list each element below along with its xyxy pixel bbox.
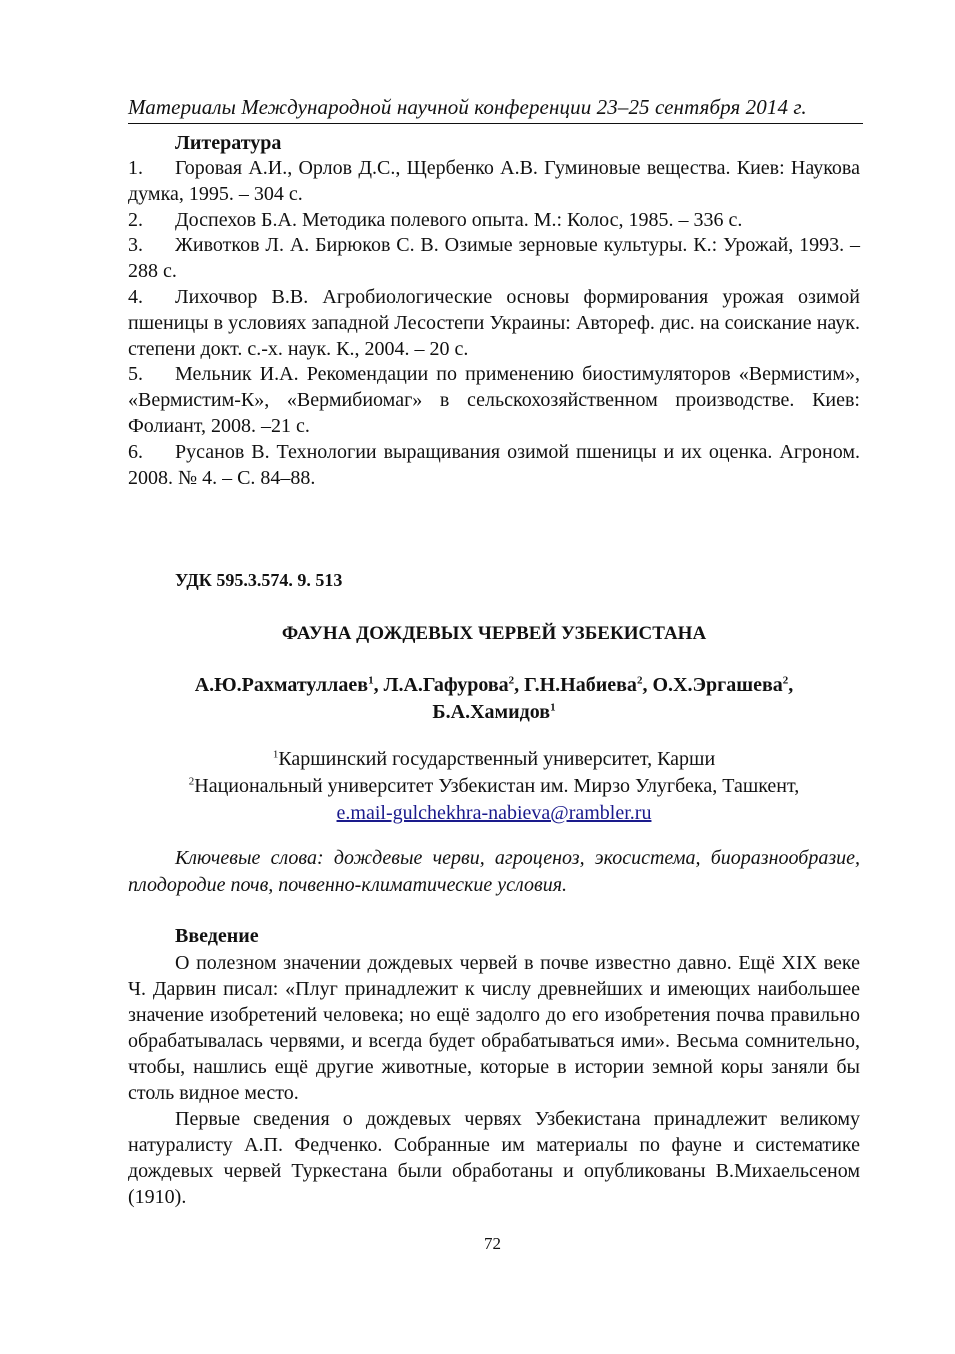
introduction-body xyxy=(128,950,860,1210)
author-name: О.Х.Эргашева xyxy=(652,674,783,696)
udk-code: 595.3.574. 9. 513 xyxy=(216,570,343,590)
reference-text: Русанов В. Технологии выращивания озимой пшеницы и их оценка. Агроном. 2008. № 4. – С. 84–88. xyxy=(128,440,860,489)
affiliation-mark: 2 xyxy=(188,775,195,788)
running-header: Материалы Международной научной конференции 23–25 сентября 2014 г. xyxy=(128,95,807,119)
author-affiliation-mark: 2 xyxy=(636,674,643,687)
reference-text: Доспехов Б.А. Методика полевого опыта. М.: Колос, 1985. – 336 с. xyxy=(175,208,743,231)
reference-text: Горовая А.И., Орлов Д.С., Щербенко А.В. Гуминовые вещества. Киев: Наукова думка, 1995. – 304 с. xyxy=(128,157,860,205)
references-title: Литература xyxy=(175,132,282,154)
section-title-introduction: Введение xyxy=(175,925,259,947)
reference-item xyxy=(128,208,860,234)
author-name: А.Ю.Рахматуллаев xyxy=(194,674,369,696)
author-affiliation-mark: 1 xyxy=(368,674,374,687)
author-affiliation-mark: 1 xyxy=(550,701,556,714)
affiliation-mark: 1 xyxy=(272,748,279,761)
udk-label: УДК xyxy=(175,570,212,590)
reference-text: Мельник И.А. Рекомендации по применению биостимуляторов «Вермистим», «Вермистим-К», «Вермибиомаг» в сельскохозяйственном производстве. Киев: Фолиант, 2008. –21 с. xyxy=(128,363,860,437)
author-separator: , xyxy=(788,674,794,696)
email-line xyxy=(128,800,860,827)
reference-number: 2. xyxy=(128,208,143,231)
paragraph: О полезном значении дождевых червей в почве известно давно. Ещё XIX веке Ч. Дарвин писал: «Плуг принадлежит к числу древнейших и имеющих наибольшее значение изобретений человека; но ещё задолго до его изобретения почва правильно обрабатывалась червями, и всегда будет обрабатываться ими». Весьма сомнительно, чтобы, нашлись ещё другие животные, которые в истории земной коры заняли бы столь видное место. xyxy=(128,952,860,1104)
keywords xyxy=(128,845,860,899)
reference-number: 5. xyxy=(128,363,143,386)
reference-item xyxy=(128,156,860,208)
reference-item xyxy=(128,233,860,285)
author-separator: , xyxy=(514,674,525,696)
keywords-text: дождевые черви, агроценоз, экосистема, биоразнообразие, плодородие почв, почвенно-климатические условия. xyxy=(128,847,860,896)
author-separator: , xyxy=(642,674,653,696)
authors xyxy=(128,672,860,726)
affiliations xyxy=(128,746,860,827)
udk-line xyxy=(128,568,907,594)
author-name: Г.Н.Набиева xyxy=(524,674,637,696)
affiliation-text: Национальный университет Узбекистан им. Мирзо Улугбека, Ташкент, xyxy=(194,775,800,797)
author-separator: , xyxy=(373,674,384,696)
reference-text: Животков Л. А. Бирюков С. В. Озимые зерновые культуры. К.: Урожай, 1993. – 288 с. xyxy=(128,234,860,283)
reference-number: 3. xyxy=(128,234,143,257)
reference-text: Лихочвор В.В. Агробиологические основы формирования урожая озимой пшеницы в условиях западной Лесостепи Украины: Автореф. дис. на соискание наук. степени докт. с.-х. наук. К., 2004. – 20 с. xyxy=(128,285,860,360)
email-link[interactable]: e.mail-gulchekhra-nabieva@rambler.ru xyxy=(336,802,652,824)
affiliation-line xyxy=(128,746,860,773)
affiliation-text: Каршинский государственный университет, Карши xyxy=(278,748,716,770)
author-affiliation-mark: 2 xyxy=(782,674,789,687)
article-title: ФАУНА ДОЖДЕВЫХ ЧЕРВЕЙ УЗБЕКИСТАНА xyxy=(281,623,707,644)
reference-item xyxy=(128,440,860,492)
affiliation-line xyxy=(128,773,860,800)
author-name: Л.А.Гафурова xyxy=(383,674,509,696)
reference-number: 1. xyxy=(128,157,143,179)
page-number: 72 xyxy=(484,1234,501,1253)
header-rule xyxy=(128,123,863,124)
reference-item xyxy=(128,362,860,439)
paragraph: Первые сведения о дождевых червях Узбекистана принадлежит великому натуралисту А.П. Федченко. Собранные им материалы по фауне и систематике дождевых червей Туркестана были обработаны и опубликованы В.Михаельсеном (1910). xyxy=(128,1108,860,1208)
reference-item xyxy=(128,285,860,362)
author-name: Б.А.Хамидов xyxy=(432,701,551,723)
keywords-label: Ключевые слова: xyxy=(175,847,324,869)
reference-number: 6. xyxy=(128,440,143,463)
references-list xyxy=(128,156,860,491)
author-affiliation-mark: 2 xyxy=(508,674,515,687)
reference-number: 4. xyxy=(128,285,143,308)
